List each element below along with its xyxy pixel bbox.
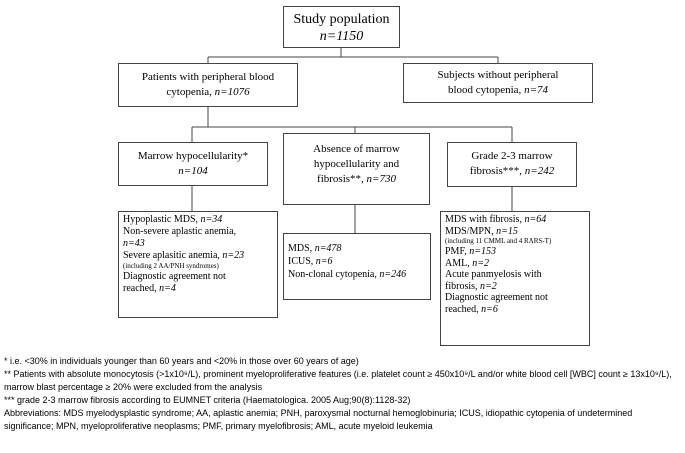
hypo-diag-label2: reached, — [123, 283, 160, 294]
absence-box — [283, 133, 430, 205]
cytopenia-box — [118, 63, 298, 107]
severe-aa-count: n=23 — [222, 250, 245, 261]
absence-line1: Absence of marrow — [313, 143, 400, 155]
hypocellularity-title: Marrow hypocellularity* — [137, 150, 249, 162]
study-population-title: Study population — [293, 12, 390, 27]
absence-count: n=730 — [366, 173, 396, 185]
footnote-3: *** grade 2-3 marrow fibrosis according to EUMNET criteria (Haematologica. 2005 Aug;90(8):1128-32) — [4, 395, 411, 405]
fib-diag-label2: reached, — [445, 303, 482, 315]
non-clonal-label: Non-clonal cytopenia, — [288, 269, 380, 280]
footnotes — [4, 355, 682, 433]
fibrosis-line2: fibrosis***, — [469, 165, 525, 177]
hypo-diag-count: n=4 — [159, 283, 176, 294]
mds-mpn-label: MDS/MPN, — [445, 225, 497, 237]
cytopenia-line1: Patients with peripheral blood — [141, 71, 275, 83]
pmf-count: n=153 — [469, 246, 496, 257]
mds-count: n=478 — [314, 243, 342, 254]
fib-diag-label: Diagnostic agreement not — [445, 292, 548, 303]
panmyelosis-label: Acute panmyelosis with — [445, 269, 542, 280]
footnote-abbreviations: Abbreviations: MDS myelodysplastic syndrome; AA, aplastic anemia; PNH, paroxysmal nocturnal hemoglobinuria; ICUS, idiopathic cytopenia of undetermined significance; MPN, myeloproliferative neoplasms; PMF, primary myelofibrosis; AML, acute myeloid leukemia — [4, 408, 633, 431]
cytopenia-line2: cytopenia, — [166, 86, 215, 98]
non-severe-aa-label: Non-severe aplastic anemia, — [123, 226, 237, 237]
severe-aa-label: Severe aplasitic anemia, — [123, 250, 223, 261]
pmf-label: PMF, — [445, 246, 470, 257]
no-cytopenia-count: n=74 — [524, 84, 548, 96]
icus-label: ICUS, — [288, 256, 316, 267]
aml-count: n=2 — [472, 257, 489, 269]
study-population-count: n=1150 — [319, 29, 364, 44]
footnote-1: * i.e. <30% in individuals younger than 60 years and <20% in those over 60 years of age) — [4, 356, 359, 366]
no-cytopenia-box — [403, 63, 593, 103]
panmyelosis-label2: fibrosis, — [445, 280, 480, 292]
mds-fibrosis-label: MDS with fibrosis, — [445, 214, 525, 225]
mds-mpn-note: (including 11 CMML and 4 RARS-T) — [445, 237, 552, 245]
hypoplastic-mds-count: n=34 — [200, 214, 223, 225]
footnote-2: ** Patients with absolute monocytosis (>1x10⁹/L), prominent myeloproliferative features (i.e. platelet count ≥ 450x10⁹/L and/or white blood cell [WBC] count ≥ 13x10⁹/L), marrow blast percentage ≥ 20% were excluded from the analysis — [4, 369, 672, 392]
panmyelosis-count: n=2 — [480, 280, 497, 292]
fibrosis-list-box — [440, 211, 590, 346]
hypo-diag-label: Diagnostic agreement not — [123, 271, 226, 282]
fibrosis-box — [447, 142, 577, 187]
mds-mpn-count: n=15 — [496, 225, 518, 237]
hypocellularity-box — [118, 142, 268, 186]
absence-line2: hypocellularity and — [313, 158, 400, 170]
cytopenia-count: n=1076 — [214, 86, 250, 98]
absence-line3: fibrosis**, — [317, 173, 367, 185]
severe-aa-note: (including 2 AA/PNH syndromes) — [123, 262, 219, 270]
study-population-box — [283, 6, 400, 48]
hypocellularity-list-box — [118, 211, 278, 318]
non-severe-aa-count: n=43 — [123, 238, 145, 249]
hypoplastic-mds-label: Hypoplastic MDS, — [123, 214, 201, 225]
non-clonal-count: n=246 — [379, 269, 407, 280]
absence-list-box — [283, 233, 431, 300]
fib-diag-count: n=6 — [481, 303, 498, 315]
aml-label: AML, — [445, 257, 473, 269]
no-cytopenia-line1: Subjects without peripheral — [437, 69, 559, 81]
fibrosis-line1: Grade 2-3 marrow — [471, 150, 553, 162]
fibrosis-count: n=242 — [524, 165, 555, 177]
mds-label: MDS, — [288, 243, 315, 254]
no-cytopenia-line2: blood cytopenia, — [447, 84, 525, 96]
hypocellularity-count: n=104 — [178, 165, 208, 177]
icus-count: n=6 — [315, 256, 333, 267]
mds-fibrosis-count: n=64 — [524, 214, 547, 225]
